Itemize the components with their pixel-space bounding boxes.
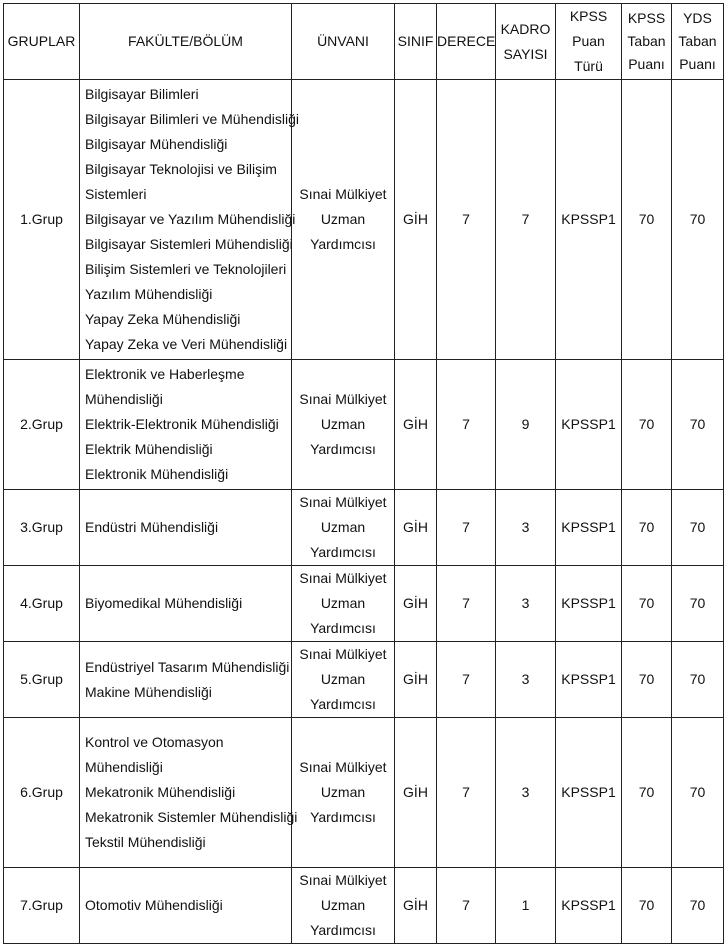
- table-row: [4, 566, 724, 642]
- kadro-cell: 3: [496, 566, 556, 642]
- sinif-cell: GİH: [395, 360, 437, 490]
- title-line: Uzman: [320, 416, 366, 432]
- department-line: Elektrik-Elektronik Mühendisliği: [85, 416, 279, 432]
- title-line: Uzman: [320, 671, 366, 687]
- group-cell: 6.Grup: [4, 718, 80, 868]
- puan-turu-cell: KPSSP1: [556, 566, 622, 642]
- table-body: [4, 80, 724, 944]
- group-cell: 5.Grup: [4, 642, 80, 718]
- table-row: [4, 490, 724, 566]
- department-line: Yapay Zeka Mühendisliği: [85, 311, 241, 327]
- department-line: Bilgisayar ve Yazılım Mühendisliği: [85, 211, 296, 227]
- header-kpss-puan-line1: KPSS: [569, 8, 608, 24]
- yds-taban-cell: 70: [672, 490, 724, 566]
- puan-turu-cell: KPSSP1: [556, 642, 622, 718]
- department-line: Biyomedikal Mühendisliği: [85, 595, 243, 611]
- table-row: [4, 868, 724, 944]
- puan-turu-cell: KPSSP1: [556, 80, 622, 360]
- department-line: Endüstriyel Tasarım Mühendisliği: [85, 658, 290, 675]
- header-sinif: SINIF: [395, 4, 437, 80]
- department-line: Elektronik Mühendisliği: [85, 466, 229, 482]
- title-line: Yardımcısı: [310, 922, 376, 938]
- title-line: Uzman: [320, 211, 366, 227]
- title-line: Uzman: [320, 595, 366, 611]
- department-line: Mekatronik Sistemler Mühendisliği: [85, 809, 298, 825]
- department-line: Elektronik ve Haberleşme: [85, 366, 245, 382]
- title-line: Uzman: [320, 784, 366, 800]
- header-fakulte: FAKÜLTE/BÖLÜM: [80, 4, 292, 80]
- header-kpss-puan: [556, 4, 622, 80]
- derece-cell: 7: [437, 360, 496, 490]
- header-yds-taban-line3: Puanı: [679, 56, 716, 72]
- department-cell: [80, 718, 298, 868]
- kpss-taban-cell: 70: [622, 566, 672, 642]
- department-line: Mühendisliği: [85, 759, 163, 775]
- derece-cell: 7: [437, 718, 496, 868]
- department-line: Elektrik Mühendisliği: [85, 441, 213, 457]
- kpss-taban-cell: 70: [622, 718, 672, 868]
- table-row: [4, 360, 724, 490]
- puan-turu-cell: KPSSP1: [556, 360, 622, 490]
- kpss-taban-cell: 70: [622, 642, 672, 718]
- kpss-taban-cell: 70: [622, 80, 672, 360]
- kadro-cell: 9: [496, 360, 556, 490]
- title-line: Yardımcısı: [310, 441, 376, 457]
- title-line: Sınai Mülkiyet: [299, 391, 387, 407]
- header-kadro-line2: SAYISI: [503, 45, 548, 62]
- title-cell: [292, 360, 395, 490]
- department-line: Bilgisayar Bilimleri: [85, 86, 199, 102]
- department-line: Mühendisliği: [85, 391, 163, 407]
- title-line: Yardımcısı: [310, 809, 376, 825]
- sinif-cell: GİH: [395, 566, 437, 642]
- title-cell: [292, 490, 395, 566]
- yds-taban-cell: 70: [672, 80, 724, 360]
- kadro-cell: 3: [496, 490, 556, 566]
- header-yds-taban: [672, 4, 724, 80]
- kpss-taban-cell: 70: [622, 868, 672, 944]
- sinif-cell: GİH: [395, 718, 437, 868]
- title-line: Uzman: [320, 519, 366, 535]
- sinif-cell: GİH: [395, 80, 437, 360]
- sinif-cell: GİH: [395, 642, 437, 718]
- department-line: Kontrol ve Otomasyon: [85, 734, 224, 750]
- department-line: Otomotiv Mühendisliği: [85, 897, 223, 913]
- yds-taban-cell: 70: [672, 642, 724, 718]
- title-line: Yardımcısı: [310, 620, 376, 636]
- department-cell: [80, 490, 292, 566]
- title-line: Yardımcısı: [310, 696, 376, 712]
- kadro-cell: 7: [496, 80, 556, 360]
- kpss-taban-cell: 70: [622, 490, 672, 566]
- title-cell: [292, 868, 395, 944]
- kpss-taban-cell: 70: [622, 360, 672, 490]
- department-cell: [80, 80, 299, 360]
- department-cell: [80, 360, 292, 490]
- derece-cell: 7: [437, 490, 496, 566]
- positions-table: [3, 3, 724, 944]
- header-kpss-taban-line1: KPSS: [627, 10, 666, 26]
- department-cell: [80, 566, 292, 642]
- derece-cell: 7: [437, 566, 496, 642]
- department-line: Bilişim Sistemleri ve Teknolojileri: [85, 261, 287, 277]
- puan-turu-cell: KPSSP1: [556, 490, 622, 566]
- title-cell: [292, 642, 395, 718]
- derece-cell: 7: [437, 80, 496, 360]
- title-line: Sınai Mülkiyet: [299, 759, 387, 775]
- department-line: Yapay Zeka ve Veri Mühendisliği: [85, 336, 288, 352]
- title-cell: [292, 718, 395, 868]
- department-cell: [80, 642, 292, 718]
- derece-cell: 7: [437, 868, 496, 944]
- kadro-cell: 3: [496, 718, 556, 868]
- title-line: Sınai Mülkiyet: [299, 872, 387, 888]
- table-row: [4, 80, 724, 360]
- header-yds-taban-line2: Taban: [678, 33, 717, 49]
- header-kpss-taban-line2: Taban: [627, 33, 666, 49]
- department-line: Tekstil Mühendisliği: [85, 834, 206, 850]
- header-unvan: ÜNVANI: [292, 4, 395, 80]
- title-line: Yardımcısı: [310, 544, 376, 560]
- header-kadro-line1: KADRO: [500, 20, 551, 37]
- kadro-cell: 1: [496, 868, 556, 944]
- group-cell: 4.Grup: [4, 566, 80, 642]
- title-line: Sınai Mülkiyet: [299, 186, 387, 202]
- header-kpss-taban-line3: Puanı: [628, 56, 665, 72]
- group-cell: 7.Grup: [4, 868, 80, 944]
- title-line: Sınai Mülkiyet: [299, 494, 387, 510]
- department-line: Bilgisayar Sistemleri Mühendisliği: [85, 236, 293, 252]
- department-line: Bilgisayar Bilimleri ve Mühendisliği: [85, 111, 299, 127]
- department-line: Endüstri Mühendisliği: [85, 519, 219, 535]
- department-line: Makine Mühendisliği: [85, 683, 212, 700]
- derece-cell: 7: [437, 642, 496, 718]
- header-gruplar: GRUPLAR: [4, 4, 80, 80]
- title-line: Sınai Mülkiyet: [299, 570, 387, 586]
- group-cell: 1.Grup: [4, 80, 80, 360]
- title-line: Sınai Mülkiyet: [299, 646, 387, 662]
- puan-turu-cell: KPSSP1: [556, 868, 622, 944]
- title-cell: [292, 80, 395, 360]
- department-line: Yazılım Mühendisliği: [85, 286, 213, 302]
- department-line: Bilgisayar Teknolojisi ve Bilişim: [85, 161, 277, 177]
- title-line: Uzman: [320, 897, 366, 913]
- department-line: Mekatronik Mühendisliği: [85, 784, 236, 800]
- group-cell: 3.Grup: [4, 490, 80, 566]
- kadro-cell: 3: [496, 642, 556, 718]
- table-row: [4, 642, 724, 718]
- table-row: [4, 718, 724, 868]
- yds-taban-cell: 70: [672, 566, 724, 642]
- header-row: [4, 4, 724, 80]
- header-kadro: [496, 4, 556, 80]
- header-derece: DERECE: [437, 4, 496, 80]
- title-line: Yardımcısı: [310, 236, 376, 252]
- header-kpss-taban: [622, 4, 672, 80]
- title-cell: [292, 566, 395, 642]
- yds-taban-cell: 70: [672, 718, 724, 868]
- department-line: Bilgisayar Mühendisliği: [85, 136, 228, 152]
- yds-taban-cell: 70: [672, 360, 724, 490]
- yds-taban-cell: 70: [672, 868, 724, 944]
- sinif-cell: GİH: [395, 490, 437, 566]
- group-cell: 2.Grup: [4, 360, 80, 490]
- department-line: Sistemleri: [85, 186, 147, 202]
- header-kpss-puan-line2: Puan Türü: [572, 33, 605, 74]
- header-yds-taban-line1: YDS: [683, 10, 712, 26]
- puan-turu-cell: KPSSP1: [556, 718, 622, 868]
- sinif-cell: GİH: [395, 868, 437, 944]
- department-cell: [80, 868, 292, 944]
